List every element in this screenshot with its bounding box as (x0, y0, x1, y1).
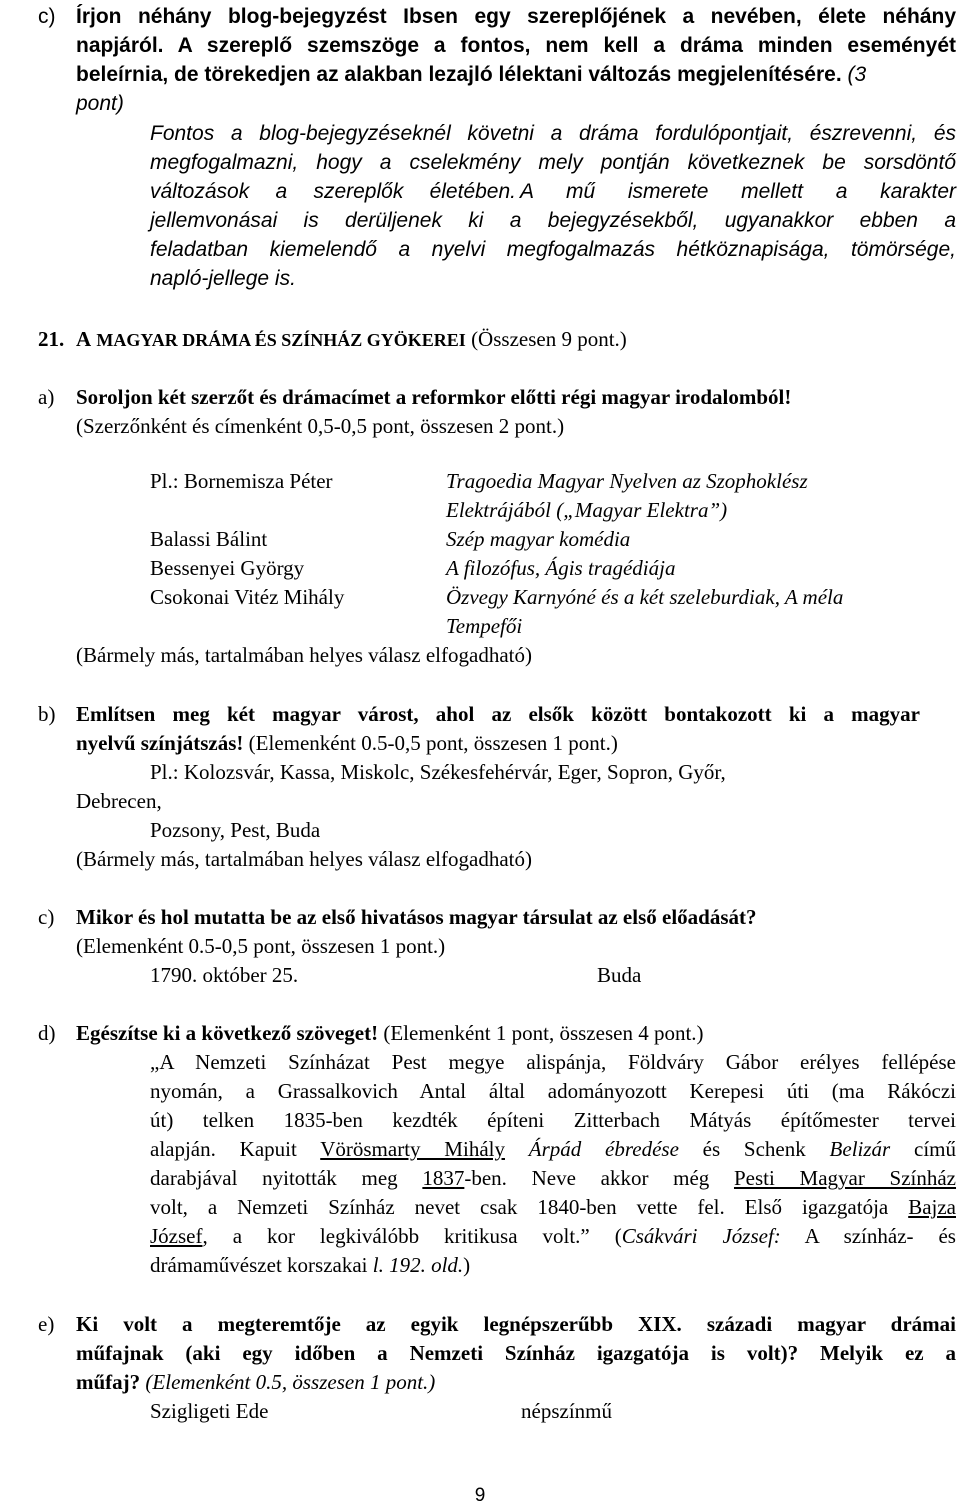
d-title-arpad: Árpád ébredése (528, 1137, 679, 1161)
d-text-line-2: nyomán, a Grassalkovich Antal által adományozott Kerepesi úti (ma Rákóczi (150, 1079, 956, 1103)
c-note-line-3 (150, 177, 956, 206)
a-title-2: Szép magyar komédia (446, 527, 631, 551)
c-note-line-1: Fontos a blog-bejegyzéseknél követni a dráma fordulópontjait, észrevenni, és (150, 122, 956, 145)
a-points: (Szerzőnként és címenként 0,5-0,5 pont, összesen 2 pont.) (76, 414, 565, 438)
e-question-line-3 (76, 1368, 435, 1397)
d-text-line-6 (150, 1193, 956, 1222)
c-note-line-3b: A mű ismerete mellett a karakter (520, 180, 956, 203)
d-text-line-7 (150, 1222, 956, 1251)
b-example-prefix: Pl. (150, 760, 173, 784)
c2-answer-place: Buda (597, 963, 642, 987)
d-text-line-4 (150, 1135, 956, 1164)
a-title-4-cont: Tempefői (446, 614, 523, 638)
b-answer-line-3: Pozsony, Pest, Buda (150, 818, 321, 842)
d-text-line-3: út) telken 1835-ben kezdték építeni Zitterbach Mátyás építőmester tervei (150, 1108, 956, 1132)
item-marker-a: a) (38, 385, 55, 409)
section-number: 21. (38, 327, 65, 351)
c-task-line-2: napjáról. A szereplő szemszöge a fontos, nem kell a dráma minden eseményét (76, 34, 956, 57)
d-text-6a: volt, a Nemzeti Színház nevet csak 1840-ben vette fel. Első igazgatója (150, 1195, 909, 1219)
d-citation-author: Csákvári József: (621, 1224, 781, 1248)
d-text-8a: drámaművészet korszakai (150, 1253, 373, 1277)
c-task-line-3 (76, 60, 866, 89)
d-citation-page: l. 192. old. (372, 1253, 464, 1277)
c2-answer-date: 1790. október 25. (150, 963, 299, 987)
d-text-line-1: „A Nemzeti Színházat Pest megye alispánja, Földváry Gábor erélyes fellépése (150, 1050, 956, 1074)
section-title-rest: MAGYAR DRÁMA ÉS SZÍNHÁZ GYÖKEREI (96, 330, 466, 350)
d-text-4b: és Schenk (678, 1137, 830, 1161)
d-answer-bajza: Bajza (908, 1195, 956, 1219)
b-question-line-1: Említsen meg két magyar várost, ahol az elsők között bontakozott ki a magyar (76, 702, 920, 726)
b-answer-line-1 (150, 758, 726, 787)
section-title (76, 325, 627, 355)
d-text-line-8 (150, 1251, 470, 1280)
b-question-line-2-text: nyelvű színjátszás! (76, 731, 244, 755)
d-answer-jozsef: József (150, 1224, 203, 1248)
c2-question: Mikor és hol mutatta be az első hivatásos magyar társulat az első előadását? (76, 905, 757, 929)
e-question-line-1: Ki volt a megteremtője az egyik legnépszerűbb XIX. századi magyar drámai (76, 1312, 956, 1336)
item-marker-c: c) (38, 5, 56, 28)
a-row-1-author (150, 467, 333, 496)
a-title-3: A filozófus, Ágis tragédiája (446, 556, 676, 580)
d-text-4c: című (890, 1137, 956, 1161)
a-author-3: Bessenyei György (150, 556, 305, 580)
d-question-text: Egészítse ki a következő szöveget! (76, 1021, 379, 1045)
c-task-line-3-text: beleírnia, de törekedjen az alakban lezajló lélektani változás megjelenítésére. (76, 63, 842, 86)
d-answer-vorosmarty: Vörösmarty Mihály (320, 1137, 505, 1161)
d-question (76, 1019, 704, 1048)
d-points: (Elemenként 1 pont, összesen 4 pont.) (383, 1021, 704, 1045)
d-text-5b: -ben. Neve akkor még (464, 1166, 734, 1190)
e-answer-genre: népszínmű (521, 1399, 612, 1423)
d-answer-1837: 1837 (422, 1166, 465, 1190)
a-accept-note: (Bármely más, tartalmában helyes válasz elfogadható) (76, 643, 532, 667)
a-title-1: Tragoedia Magyar Nyelven az Szophoklész (446, 469, 808, 493)
c-note-line-6: napló-jellege is. (150, 267, 296, 290)
d-text-7a: , a kor legkiválóbb kritikusa volt.” ( (202, 1224, 622, 1248)
section-points: (Összesen 9 pont.) (471, 327, 627, 351)
d-answer-pesti-magyar: Pesti Magyar Színház (733, 1166, 957, 1190)
item-marker-e: e) (38, 1312, 55, 1336)
a-title-4: Özvegy Karnyóné és a két szeleburdiak, A méla (446, 585, 844, 609)
d-text-5a: darabjával nyitották meg (150, 1166, 423, 1190)
a-question: Soroljon két szerzőt és drámacímet a reformkor előtti régi magyar irodalomból! (76, 385, 792, 409)
item-marker-c2: c) (38, 905, 55, 929)
a-author-1: : Bornemisza Péter (172, 469, 333, 493)
e-points: (Elemenként 0.5, összesen 1 pont.) (145, 1370, 436, 1394)
c-task-line-1: Írjon néhány blog-bejegyzést Ibsen egy szereplőjének a nevében, élete néhány (76, 5, 956, 28)
section-title-first: A (76, 327, 92, 351)
c-note-line-3a: változások a szereplők életében. (150, 180, 516, 203)
a-author-2: Balassi Bálint (150, 527, 268, 551)
d-text-7b: A színház- és (780, 1224, 956, 1248)
c2-points: (Elemenként 0.5-0,5 pont, összesen 1 pont.) (76, 934, 446, 958)
b-points: (Elemenként 0.5-0,5 pont, összesen 1 pont.) (248, 731, 618, 755)
b-question-line-2 (76, 729, 618, 758)
e-question-line-2: műfajnak (aki egy időben a Nemzeti Színház igazgatója is volt)? Melyik ez a (76, 1341, 956, 1365)
d-text-4a: alapján. Kapuit (150, 1137, 321, 1161)
c-note-line-5: feladatban kiemelendő a nyelvi megfogalmazás hétköznapisága, tömörsége, (150, 238, 956, 261)
c-note-line-4: jellemvonásai is derüljenek ki a bejegyzésekből, ugyanakkor ebben a (150, 209, 956, 232)
item-marker-d: d) (38, 1021, 56, 1045)
d-text-4-space (505, 1137, 529, 1161)
e-answer-person: Szigligeti Ede (150, 1399, 269, 1423)
b-answer-line-2: Debrecen, (76, 789, 162, 813)
c-task-points-close: pont) (76, 92, 124, 115)
item-marker-b: b) (38, 702, 56, 726)
page-number: 9 (474, 1485, 486, 1506)
c-note-line-2: megfogalmazni, hogy a cselekmény mely pontján következnek be sorsdöntő (150, 151, 956, 174)
a-example-prefix: Pl. (150, 469, 173, 493)
e-question-line-3-text: műfaj? (76, 1370, 141, 1394)
b-answer-cities: : Kolozsvár, Kassa, Miskolc, Székesfehérvár, Eger, Sopron, Győr, (172, 760, 726, 784)
d-title-belizar: Belizár (829, 1137, 891, 1161)
b-accept-note: (Bármely más, tartalmában helyes válasz elfogadható) (76, 847, 532, 871)
d-text-line-5 (150, 1164, 956, 1193)
d-text-8b: ) (463, 1253, 471, 1277)
a-title-1-cont: Elektrájából („Magyar Elektra”) (446, 498, 728, 522)
a-author-4: Csokonai Vitéz Mihály (150, 585, 345, 609)
c-task-points-open: (3 (847, 63, 867, 86)
